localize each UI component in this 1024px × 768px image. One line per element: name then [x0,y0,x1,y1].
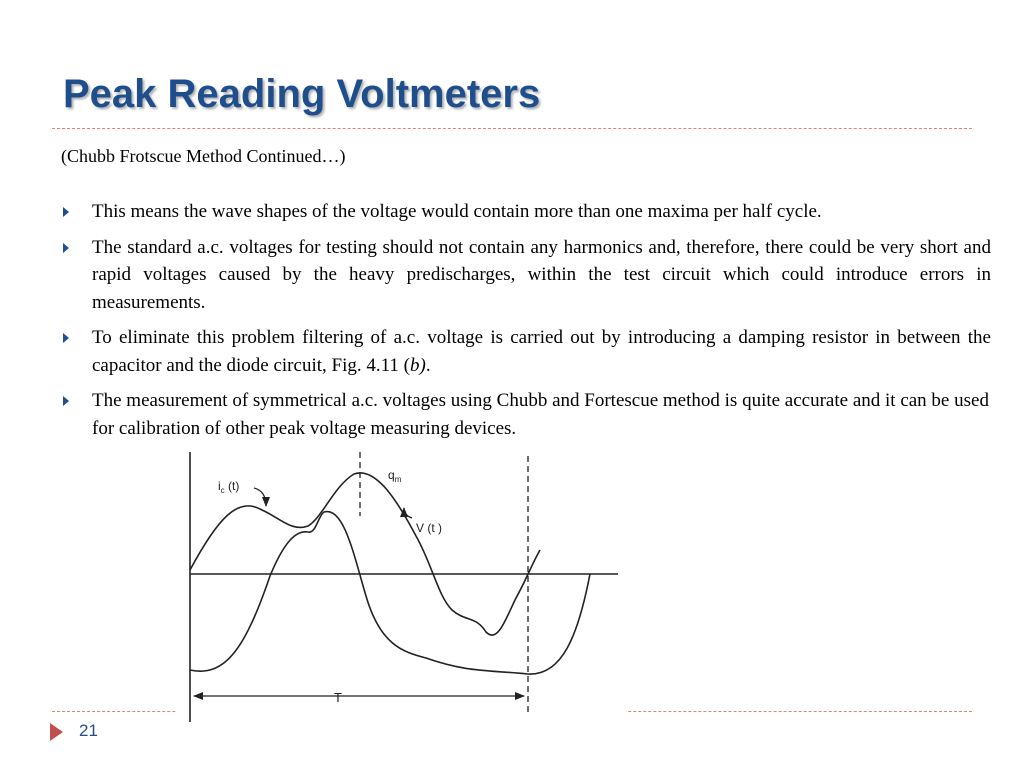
current-label: $i_c$ (t) [218,479,240,495]
title-divider [52,128,972,129]
figure-reference: b) [409,354,426,376]
bullet-list [61,198,991,450]
bullet-text: The measurement of symmetrical a.c. voltages using Chubb and Fortescue method is quite accurate and it can be used for calibration of other peak voltage measuring devices. [92,390,989,439]
bullet-text: This means the wave shapes of the voltage would contain more than one maxima per half cycle. [92,201,822,222]
bullet-arrow-icon [63,243,69,253]
bullet-suffix: . [425,354,431,376]
bullet-arrow-icon [63,396,69,406]
bullet-item [61,198,991,226]
voltage-label: V (t ) [416,521,442,535]
period-label: T [334,690,342,705]
current-leader-arrow [254,488,266,506]
waveform-diagram [176,446,626,728]
bullet-item [61,387,991,442]
slide-subtitle: (Chubb Frotscue Method Continued…) [61,146,346,166]
slide-title: Peak Reading Voltmeters [63,72,541,116]
charge-label: $q_m$ [388,468,402,484]
page-marker-icon [50,723,63,741]
bullet-arrow-icon [63,333,69,343]
page-number: 21 [79,721,98,740]
bullet-item [61,234,991,317]
bullet-text: The standard a.c. voltages for testing should not contain any harmonics and, therefore, there could be very short and rapid voltages caused by the heavy predischarges, within the test circuit which could introduce errors in measurements. [92,236,991,313]
voltage-waveform [190,512,590,675]
current-waveform [190,473,540,635]
bullet-arrow-icon [63,207,69,217]
bullet-text: To eliminate this problem filtering of a.c. voltage is carried out by introducing a damping resistor in between the capacitor and the diode circuit, Fig. 4.11 ( [92,327,991,376]
bullet-item [61,324,991,379]
waveform-figure [176,446,626,728]
